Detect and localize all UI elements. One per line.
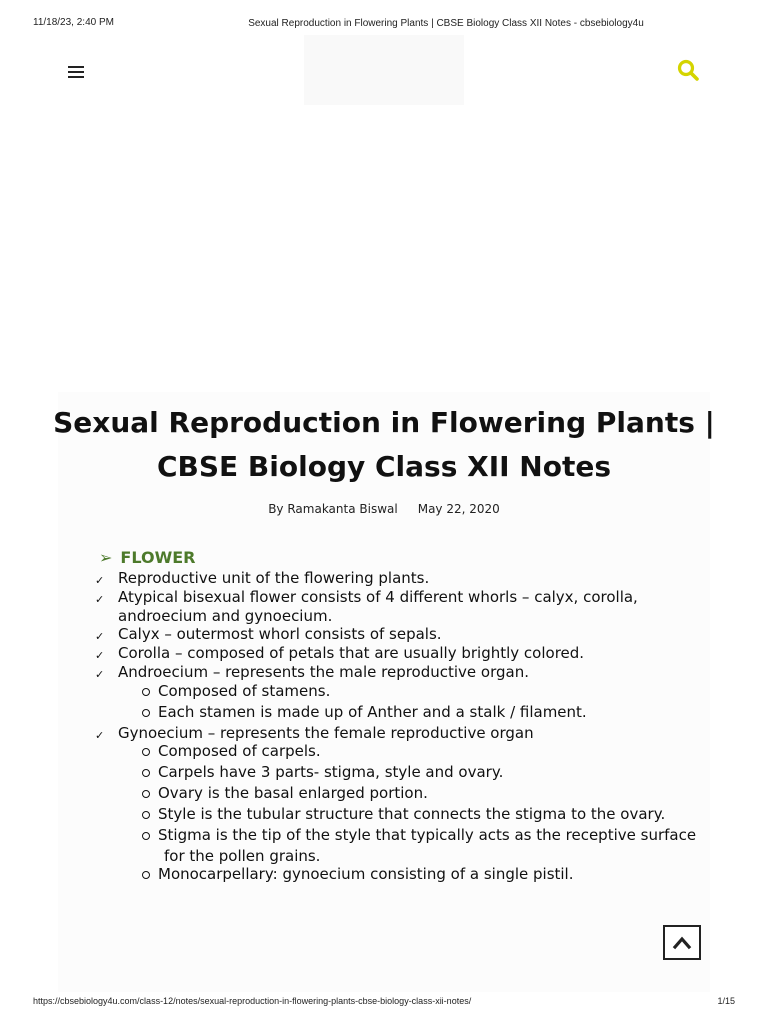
print-page-title: Sexual Reproduction in Flowering Plants | CBSE Biology Class XII Notes - cbsebiology4u — [248, 18, 644, 29]
site-logo[interactable] — [304, 35, 464, 105]
list-item: Androecium – represents the male reproductive organ. — [118, 663, 529, 681]
check-icon: ✓ — [95, 593, 105, 606]
arrow-bullet-icon: ➢ — [99, 548, 113, 567]
circle-bullet-icon — [142, 748, 150, 756]
section-title: FLOWER — [120, 548, 196, 567]
scroll-to-top-button[interactable] — [663, 925, 701, 960]
circle-bullet-icon — [142, 811, 150, 819]
circle-bullet-icon — [142, 871, 150, 879]
post-date[interactable]: May 22, 2020 — [417, 502, 500, 516]
search-icon[interactable] — [676, 58, 700, 82]
circle-bullet-icon — [142, 790, 150, 798]
section-heading-flower — [99, 548, 195, 567]
circle-bullet-icon — [142, 769, 150, 777]
print-url: https://cbsebiology4u.com/class-12/notes/sexual-reproduction-in-flowering-plants-cbse-biology-class-xii-notes/ — [33, 996, 472, 1006]
list-item: Reproductive unit of the flowering plants. — [118, 569, 430, 587]
sub-list-item: Ovary is the basal enlarged portion. — [158, 784, 428, 802]
sub-list-item: Each stamen is made up of Anther and a stalk / filament. — [158, 703, 587, 721]
sub-list-item-continued: for the pollen grains. — [164, 847, 321, 865]
check-icon: ✓ — [95, 729, 105, 742]
list-item: Atypical bisexual flower consists of 4 different whorls – calyx, corolla, — [118, 588, 638, 606]
sub-list-item: Monocarpellary: gynoecium consisting of a single pistil. — [158, 865, 574, 883]
check-icon: ✓ — [95, 574, 105, 587]
circle-bullet-icon — [142, 709, 150, 717]
check-icon: ✓ — [95, 649, 105, 662]
chevron-up-icon — [665, 927, 699, 958]
check-icon: ✓ — [95, 630, 105, 643]
author-link[interactable]: By Ramakanta Biswal — [268, 502, 398, 516]
page-title — [40, 401, 728, 489]
hamburger-menu-icon[interactable] — [68, 63, 84, 75]
article-meta — [0, 502, 768, 516]
sub-list-item: Stigma is the tip of the style that typically acts as the receptive surface — [158, 826, 697, 844]
print-page-number: 1/15 — [717, 996, 735, 1006]
title-line-1: Sexual Reproduction in Flowering Plants | — [53, 406, 715, 439]
sub-list-item: Composed of stamens. — [158, 682, 331, 700]
list-item-continued: androecium and gynoecium. — [118, 607, 333, 625]
title-line-2: CBSE Biology Class XII Notes — [157, 450, 611, 483]
sub-list-item: Carpels have 3 parts- stigma, style and ovary. — [158, 763, 504, 781]
check-icon: ✓ — [95, 668, 105, 681]
sub-list-item: Style is the tubular structure that connects the stigma to the ovary. — [158, 805, 666, 823]
list-item: Corolla – composed of petals that are usually brightly colored. — [118, 644, 585, 662]
circle-bullet-icon — [142, 688, 150, 696]
list-item: Calyx – outermost whorl consists of sepals. — [118, 625, 442, 643]
circle-bullet-icon — [142, 832, 150, 840]
print-datetime: 11/18/23, 2:40 PM — [33, 17, 114, 28]
list-item: Gynoecium – represents the female reproductive organ — [118, 724, 534, 742]
sub-list-item: Composed of carpels. — [158, 742, 321, 760]
